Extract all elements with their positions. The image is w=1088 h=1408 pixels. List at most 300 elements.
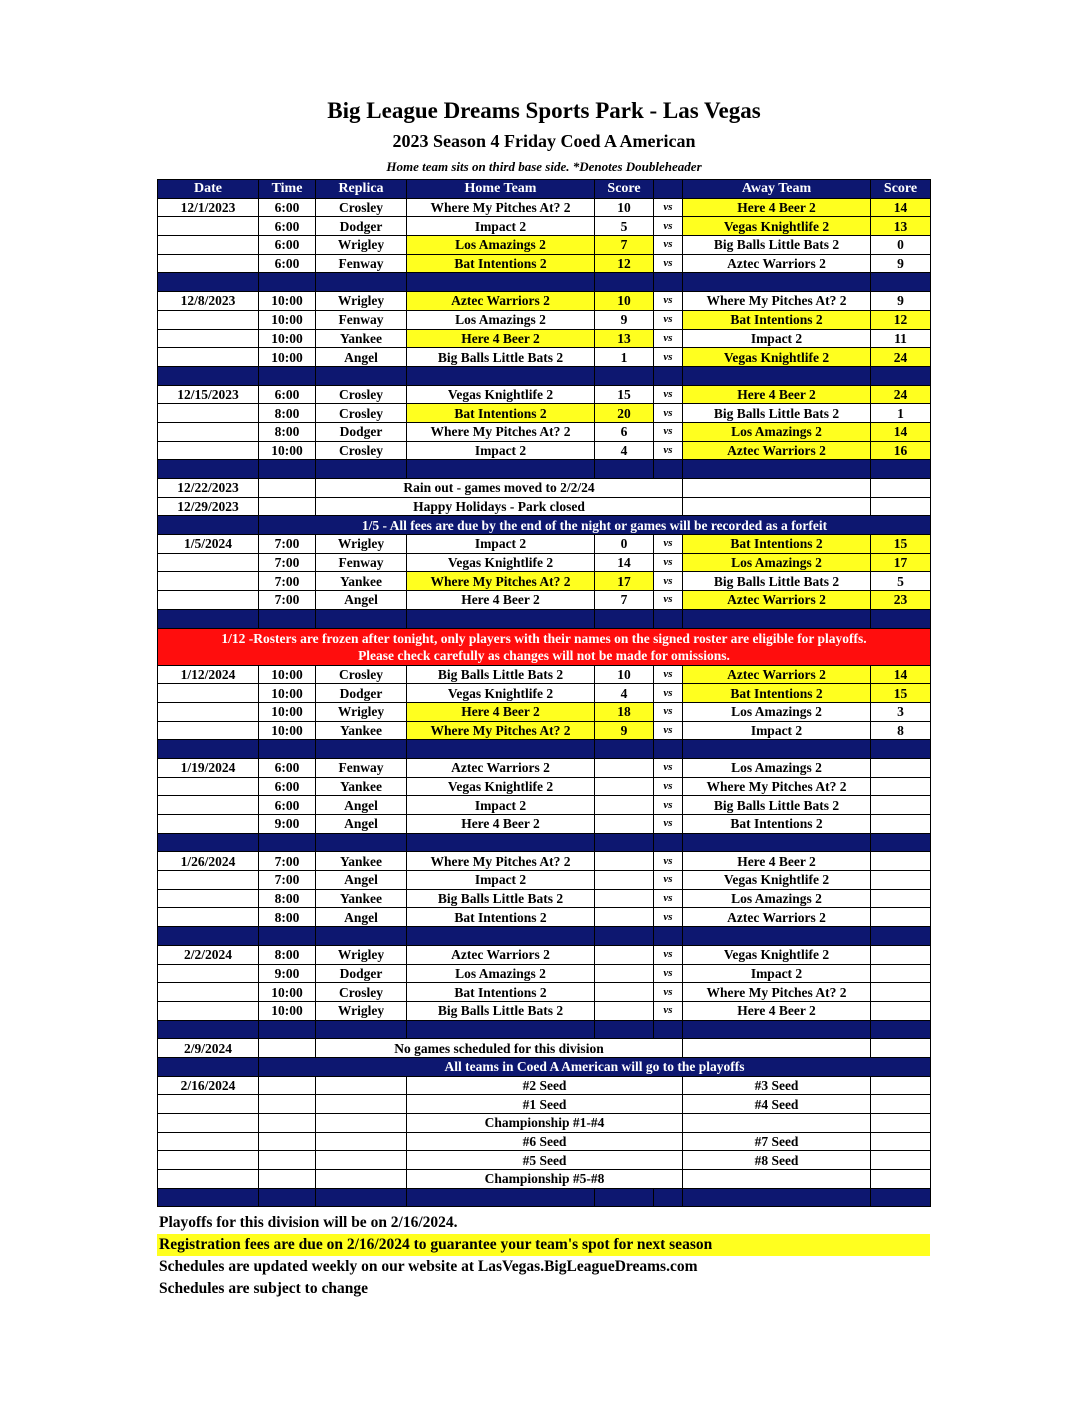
spacer-cell <box>595 740 654 759</box>
spacer-cell <box>871 366 931 385</box>
game-replica: Wrigley <box>316 945 407 964</box>
game-date <box>158 553 259 572</box>
game-row <box>158 329 931 348</box>
home-score: 4 <box>595 441 654 460</box>
game-replica: Yankee <box>316 721 407 740</box>
game-time: 7:00 <box>259 572 316 591</box>
spacer-cell <box>871 740 931 759</box>
game-time: 10:00 <box>259 665 316 684</box>
spacer-cell <box>871 273 931 292</box>
home-score <box>595 964 654 983</box>
col-header-time: Time <box>259 180 316 199</box>
spacer-cell <box>595 366 654 385</box>
home-score: 12 <box>595 254 654 273</box>
playoff-away: #4 Seed <box>683 1095 871 1114</box>
vs-label: vs <box>654 871 683 890</box>
game-date: 1/19/2024 <box>158 758 259 777</box>
playoff-date <box>158 1132 259 1151</box>
away-score <box>871 796 931 815</box>
game-row <box>158 758 931 777</box>
spacer-cell <box>407 927 595 946</box>
home-team: Bat Intentions 2 <box>407 254 595 273</box>
alert-line-1: 1/12 -Rosters are frozen after tonight, only players with their names on the signed roster are eligible for playoffs. <box>221 630 867 646</box>
table-header-row <box>158 180 931 199</box>
playoff-replica <box>316 1114 407 1133</box>
away-team: Aztec Warriors 2 <box>683 441 871 460</box>
home-score: 6 <box>595 422 654 441</box>
home-team: Vegas Knightlife 2 <box>407 777 595 796</box>
info-away-score <box>871 479 931 498</box>
spacer-cell <box>871 1020 931 1039</box>
home-team: Where My Pitches At? 2 <box>407 721 595 740</box>
home-team: Here 4 Beer 2 <box>407 815 595 834</box>
game-row <box>158 815 931 834</box>
spacer-row <box>158 927 931 946</box>
away-score: 23 <box>871 591 931 610</box>
away-team: Here 4 Beer 2 <box>683 852 871 871</box>
home-score <box>595 889 654 908</box>
spacer-cell <box>316 460 407 479</box>
game-date <box>158 329 259 348</box>
home-team: Los Amazings 2 <box>407 236 595 255</box>
game-date <box>158 591 259 610</box>
info-time <box>259 479 316 498</box>
home-score: 0 <box>595 535 654 554</box>
playoff-home: #2 Seed <box>407 1076 683 1095</box>
game-date <box>158 983 259 1002</box>
info-date: 12/22/2023 <box>158 479 259 498</box>
game-time: 10:00 <box>259 348 316 367</box>
game-date <box>158 1001 259 1020</box>
game-replica: Fenway <box>316 758 407 777</box>
game-row <box>158 983 931 1002</box>
spacer-row <box>158 833 931 852</box>
away-score: 0 <box>871 236 931 255</box>
home-score <box>595 945 654 964</box>
col-header-date: Date <box>158 180 259 199</box>
game-time: 6:00 <box>259 758 316 777</box>
game-date: 12/8/2023 <box>158 292 259 311</box>
game-time: 8:00 <box>259 404 316 423</box>
vs-label: vs <box>654 721 683 740</box>
info-row <box>158 1039 931 1058</box>
game-row <box>158 236 931 255</box>
game-replica: Yankee <box>316 852 407 871</box>
playoff-date <box>158 1170 259 1189</box>
home-score: 15 <box>595 385 654 404</box>
home-team: Aztec Warriors 2 <box>407 758 595 777</box>
info-away <box>683 497 871 516</box>
playoff-replica <box>316 1076 407 1095</box>
game-row <box>158 889 931 908</box>
vs-label: vs <box>654 535 683 554</box>
home-score: 14 <box>595 553 654 572</box>
game-replica: Dodger <box>316 217 407 236</box>
col-header-away-score: Score <box>871 180 931 199</box>
game-replica: Dodger <box>316 684 407 703</box>
game-replica: Wrigley <box>316 1001 407 1020</box>
away-score <box>871 815 931 834</box>
spacer-cell <box>654 460 683 479</box>
spacer-cell <box>316 833 407 852</box>
home-score: 1 <box>595 348 654 367</box>
home-score <box>595 758 654 777</box>
home-score: 9 <box>595 310 654 329</box>
game-time: 6:00 <box>259 254 316 273</box>
spacer-cell <box>683 927 871 946</box>
away-team: Aztec Warriors 2 <box>683 591 871 610</box>
spacer-row <box>158 366 931 385</box>
game-date <box>158 796 259 815</box>
game-date <box>158 684 259 703</box>
away-team: Aztec Warriors 2 <box>683 665 871 684</box>
game-date <box>158 721 259 740</box>
col-header-away-team: Away Team <box>683 180 871 199</box>
home-score <box>595 983 654 1002</box>
away-team: Here 4 Beer 2 <box>683 198 871 217</box>
home-team: Bat Intentions 2 <box>407 908 595 927</box>
spacer-cell <box>654 1020 683 1039</box>
info-message: Rain out - games moved to 2/2/24 <box>316 479 683 498</box>
spacer-row <box>158 1188 931 1207</box>
game-time: 7:00 <box>259 553 316 572</box>
game-time: 10:00 <box>259 329 316 348</box>
game-replica: Crosley <box>316 665 407 684</box>
game-replica: Fenway <box>316 553 407 572</box>
vs-label: vs <box>654 945 683 964</box>
spacer-cell <box>407 609 595 628</box>
game-time: 6:00 <box>259 777 316 796</box>
spacer-cell <box>683 740 871 759</box>
vs-label: vs <box>654 796 683 815</box>
spacer-cell <box>316 609 407 628</box>
game-time: 9:00 <box>259 964 316 983</box>
notice-row <box>158 1057 931 1076</box>
spacer-row <box>158 460 931 479</box>
spacer-row <box>158 740 931 759</box>
vs-label: vs <box>654 422 683 441</box>
info-message: Happy Holidays - Park closed <box>316 497 683 516</box>
vs-label: vs <box>654 908 683 927</box>
footer-line: Schedules are subject to change <box>159 1280 368 1297</box>
game-replica: Angel <box>316 348 407 367</box>
away-team: Big Balls Little Bats 2 <box>683 572 871 591</box>
playoff-time <box>259 1114 316 1133</box>
game-replica: Yankee <box>316 572 407 591</box>
playoff-time <box>259 1170 316 1189</box>
playoff-date <box>158 1151 259 1170</box>
col-header-home-team: Home Team <box>407 180 595 199</box>
playoff-away <box>683 1170 871 1189</box>
spacer-cell <box>654 366 683 385</box>
home-team: Impact 2 <box>407 535 595 554</box>
spacer-cell <box>316 927 407 946</box>
playoff-away-score <box>871 1114 931 1133</box>
away-score <box>871 983 931 1002</box>
home-team: Here 4 Beer 2 <box>407 702 595 721</box>
home-team: Vegas Knightlife 2 <box>407 684 595 703</box>
spacer-cell <box>871 460 931 479</box>
away-score: 5 <box>871 572 931 591</box>
away-team: Vegas Knightlife 2 <box>683 348 871 367</box>
game-time: 6:00 <box>259 796 316 815</box>
home-team: Big Balls Little Bats 2 <box>407 348 595 367</box>
away-team: Bat Intentions 2 <box>683 684 871 703</box>
notice-date <box>158 516 259 535</box>
home-score <box>595 796 654 815</box>
footer-line: Playoffs for this division will be on 2/16/2024. <box>159 1214 458 1231</box>
game-date: 12/1/2023 <box>158 198 259 217</box>
playoff-home: Championship #5-#8 <box>407 1170 683 1189</box>
away-team: Los Amazings 2 <box>683 889 871 908</box>
playoff-away: #3 Seed <box>683 1076 871 1095</box>
spacer-cell <box>683 366 871 385</box>
game-row <box>158 348 931 367</box>
game-replica: Fenway <box>316 310 407 329</box>
spacer-cell <box>683 1188 871 1207</box>
away-team: Bat Intentions 2 <box>683 310 871 329</box>
spacer-cell <box>654 273 683 292</box>
spacer-row <box>158 273 931 292</box>
vs-label: vs <box>654 329 683 348</box>
spacer-cell <box>316 1188 407 1207</box>
game-replica: Angel <box>316 796 407 815</box>
playoff-row <box>158 1170 931 1189</box>
playoff-home: #6 Seed <box>407 1132 683 1151</box>
vs-label: vs <box>654 572 683 591</box>
game-time: 6:00 <box>259 236 316 255</box>
game-date <box>158 441 259 460</box>
col-header-replica: Replica <box>316 180 407 199</box>
away-score: 15 <box>871 684 931 703</box>
game-row <box>158 591 931 610</box>
game-row <box>158 404 931 423</box>
game-time: 7:00 <box>259 591 316 610</box>
game-row <box>158 572 931 591</box>
spacer-cell <box>407 1020 595 1039</box>
home-score: 7 <box>595 591 654 610</box>
info-row <box>158 479 931 498</box>
game-replica: Angel <box>316 591 407 610</box>
game-date <box>158 348 259 367</box>
playoff-replica <box>316 1095 407 1114</box>
game-time: 7:00 <box>259 871 316 890</box>
schedule-body <box>158 198 931 1207</box>
game-time: 9:00 <box>259 815 316 834</box>
game-row <box>158 721 931 740</box>
away-score <box>871 852 931 871</box>
home-team: Los Amazings 2 <box>407 310 595 329</box>
home-team: Where My Pitches At? 2 <box>407 422 595 441</box>
vs-label: vs <box>654 702 683 721</box>
info-time <box>259 1039 316 1058</box>
footer-line: Registration fees are due on 2/16/2024 to guarantee your team's spot for next season <box>157 1234 930 1256</box>
away-team: Impact 2 <box>683 721 871 740</box>
away-score <box>871 758 931 777</box>
home-score: 10 <box>595 665 654 684</box>
game-row <box>158 422 931 441</box>
home-score: 17 <box>595 572 654 591</box>
home-team: Impact 2 <box>407 796 595 815</box>
game-row <box>158 702 931 721</box>
game-row <box>158 385 931 404</box>
game-date <box>158 777 259 796</box>
away-score <box>871 889 931 908</box>
home-team: Aztec Warriors 2 <box>407 945 595 964</box>
spacer-cell <box>595 833 654 852</box>
away-score: 12 <box>871 310 931 329</box>
away-team: Where My Pitches At? 2 <box>683 777 871 796</box>
home-team: Here 4 Beer 2 <box>407 591 595 610</box>
spacer-cell <box>259 273 316 292</box>
game-date <box>158 889 259 908</box>
spacer-cell <box>654 609 683 628</box>
away-team: Big Balls Little Bats 2 <box>683 236 871 255</box>
home-team: Here 4 Beer 2 <box>407 329 595 348</box>
spacer-cell <box>407 833 595 852</box>
spacer-cell <box>259 1188 316 1207</box>
home-score <box>595 1001 654 1020</box>
game-date <box>158 217 259 236</box>
notice-row <box>158 516 931 535</box>
vs-label: vs <box>654 254 683 273</box>
spacer-cell <box>158 927 259 946</box>
spacer-cell <box>316 273 407 292</box>
away-score: 15 <box>871 535 931 554</box>
vs-label: vs <box>654 758 683 777</box>
spacer-row <box>158 1020 931 1039</box>
spacer-cell <box>683 1020 871 1039</box>
game-date: 1/12/2024 <box>158 665 259 684</box>
spacer-cell <box>316 366 407 385</box>
spacer-cell <box>871 1188 931 1207</box>
game-row <box>158 1001 931 1020</box>
spacer-row <box>158 609 931 628</box>
game-replica: Dodger <box>316 422 407 441</box>
page-title: Big League Dreams Sports Park - Las Vegas <box>327 98 761 123</box>
vs-label: vs <box>654 777 683 796</box>
info-row <box>158 497 931 516</box>
spacer-cell <box>683 273 871 292</box>
vs-label: vs <box>654 217 683 236</box>
away-team: Impact 2 <box>683 329 871 348</box>
home-team: Impact 2 <box>407 441 595 460</box>
game-replica: Yankee <box>316 329 407 348</box>
playoff-home: #5 Seed <box>407 1151 683 1170</box>
game-replica: Crosley <box>316 198 407 217</box>
vs-label: vs <box>654 198 683 217</box>
spacer-cell <box>595 609 654 628</box>
away-team: Bat Intentions 2 <box>683 535 871 554</box>
info-away <box>683 479 871 498</box>
home-team: Where My Pitches At? 2 <box>407 198 595 217</box>
game-replica: Wrigley <box>316 702 407 721</box>
playoff-away-score <box>871 1170 931 1189</box>
away-score <box>871 964 931 983</box>
playoff-time <box>259 1151 316 1170</box>
away-score: 9 <box>871 292 931 311</box>
home-score: 7 <box>595 236 654 255</box>
spacer-cell <box>259 460 316 479</box>
away-score <box>871 945 931 964</box>
notice-message: 1/5 - All fees are due by the end of the night or games will be recorded as a forfeit <box>259 516 931 535</box>
game-row <box>158 945 931 964</box>
spacer-cell <box>595 1188 654 1207</box>
home-score: 10 <box>595 198 654 217</box>
game-replica: Wrigley <box>316 535 407 554</box>
game-replica: Wrigley <box>316 292 407 311</box>
game-date <box>158 236 259 255</box>
vs-label: vs <box>654 815 683 834</box>
spacer-cell <box>259 1020 316 1039</box>
home-team: Impact 2 <box>407 217 595 236</box>
info-message: No games scheduled for this division <box>316 1039 683 1058</box>
playoff-date <box>158 1095 259 1114</box>
spacer-cell <box>683 833 871 852</box>
game-time: 10:00 <box>259 1001 316 1020</box>
spacer-cell <box>595 273 654 292</box>
away-team: Big Balls Little Bats 2 <box>683 404 871 423</box>
notice-date <box>158 1057 259 1076</box>
away-score <box>871 777 931 796</box>
game-date <box>158 254 259 273</box>
away-team: Where My Pitches At? 2 <box>683 983 871 1002</box>
away-team: Aztec Warriors 2 <box>683 254 871 273</box>
home-score: 4 <box>595 684 654 703</box>
game-time: 6:00 <box>259 385 316 404</box>
game-row <box>158 535 931 554</box>
vs-label: vs <box>654 292 683 311</box>
playoff-date: 2/16/2024 <box>158 1076 259 1095</box>
vs-label: vs <box>654 348 683 367</box>
spacer-cell <box>158 1020 259 1039</box>
game-time: 10:00 <box>259 292 316 311</box>
spacer-cell <box>158 833 259 852</box>
away-score: 1 <box>871 404 931 423</box>
game-row <box>158 684 931 703</box>
home-score <box>595 815 654 834</box>
playoff-away: #8 Seed <box>683 1151 871 1170</box>
game-row <box>158 310 931 329</box>
game-row <box>158 254 931 273</box>
spacer-cell <box>316 1020 407 1039</box>
away-score <box>871 871 931 890</box>
game-time: 6:00 <box>259 217 316 236</box>
playoff-away-score <box>871 1095 931 1114</box>
game-row <box>158 553 931 572</box>
playoff-away: #7 Seed <box>683 1132 871 1151</box>
game-time: 8:00 <box>259 945 316 964</box>
away-team: Vegas Knightlife 2 <box>683 217 871 236</box>
playoff-time <box>259 1095 316 1114</box>
vs-label: vs <box>654 310 683 329</box>
game-time: 6:00 <box>259 198 316 217</box>
game-replica: Angel <box>316 815 407 834</box>
footer-notes <box>157 1212 930 1300</box>
vs-label: vs <box>654 385 683 404</box>
spacer-cell <box>654 1188 683 1207</box>
game-time: 10:00 <box>259 441 316 460</box>
game-date <box>158 815 259 834</box>
game-replica: Yankee <box>316 777 407 796</box>
spacer-cell <box>871 927 931 946</box>
home-team: Where My Pitches At? 2 <box>407 852 595 871</box>
playoff-row <box>158 1132 931 1151</box>
spacer-cell <box>158 460 259 479</box>
game-replica: Fenway <box>316 254 407 273</box>
away-score: 14 <box>871 198 931 217</box>
playoff-row <box>158 1114 931 1133</box>
